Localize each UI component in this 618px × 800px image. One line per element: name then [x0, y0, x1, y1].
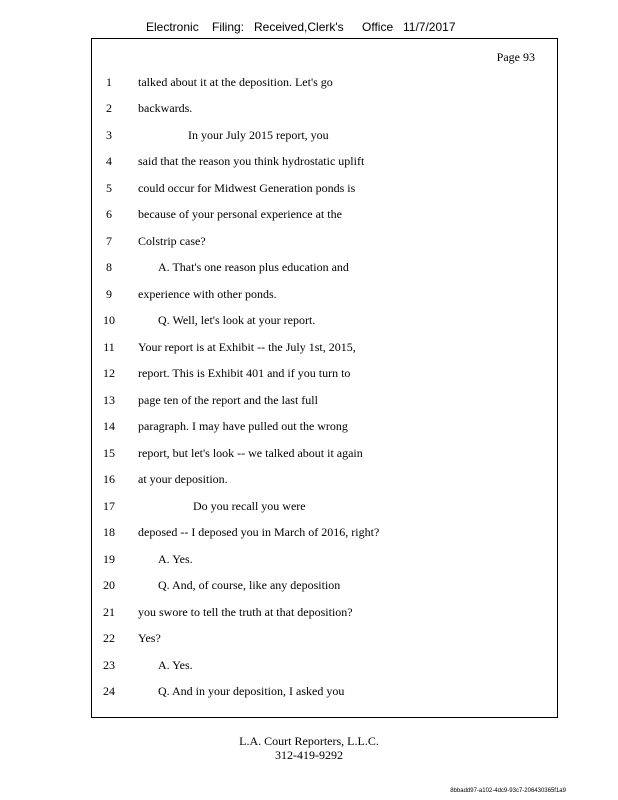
footer-company: L.A. Court Reporters, L.L.C.	[239, 734, 379, 748]
transcript-page-frame	[91, 38, 558, 718]
line-number: 20	[103, 578, 115, 592]
transcript-line	[92, 498, 557, 514]
transcript-line	[92, 127, 557, 143]
header-filing: Filing:	[212, 20, 245, 34]
line-number: 11	[103, 340, 115, 354]
line-number: 2	[106, 101, 112, 115]
header-received: Received,Clerk's	[254, 20, 344, 34]
line-text: Your report is at Exhibit -- the July 1st, 2015,	[138, 340, 356, 354]
line-text: you swore to tell the truth at that deposition?	[138, 605, 353, 619]
transcript-line	[92, 657, 557, 673]
line-number: 24	[103, 684, 115, 698]
line-text: Q. And in your deposition, I asked you	[158, 684, 345, 698]
transcript-line	[92, 153, 557, 169]
line-text: report, but let's look -- we talked about it again	[138, 446, 363, 460]
line-number: 23	[103, 658, 115, 672]
line-text: Colstrip case?	[138, 234, 206, 248]
line-text: at your deposition.	[138, 472, 228, 486]
line-number: 5	[106, 181, 112, 195]
footer-phone: 312-419-9292	[275, 748, 343, 762]
transcript-line	[92, 392, 557, 408]
line-text: said that the reason you think hydrostatic uplift	[138, 154, 365, 168]
line-text: A. Yes.	[158, 552, 193, 566]
transcript-line	[92, 312, 557, 328]
line-text: A. That's one reason plus education and	[158, 260, 349, 274]
transcript-line	[92, 206, 557, 222]
line-text: talked about it at the deposition. Let's go	[138, 75, 333, 89]
transcript-line	[92, 551, 557, 567]
line-text: In your July 2015 report, you	[188, 128, 329, 142]
line-number: 7	[106, 234, 112, 248]
transcript-line	[92, 259, 557, 275]
line-text: page ten of the report and the last full	[138, 393, 318, 407]
line-number: 9	[106, 287, 112, 301]
line-number: 18	[103, 525, 115, 539]
line-number: 1	[106, 75, 112, 89]
line-number: 6	[106, 207, 112, 221]
transcript-line	[92, 339, 557, 355]
page-number: Page 93	[496, 50, 535, 64]
document-hash: 8bbadd97-a102-4dc9-93c7-206430365f1a9	[450, 788, 566, 794]
line-number: 14	[103, 419, 115, 433]
line-number: 21	[103, 605, 115, 619]
transcript-line	[92, 683, 557, 699]
transcript-line	[92, 74, 557, 90]
line-text: Yes?	[138, 631, 161, 645]
line-text: paragraph. I may have pulled out the wrong	[138, 419, 348, 433]
transcript-line	[92, 365, 557, 381]
line-text: backwards.	[138, 101, 193, 115]
line-number: 17	[103, 499, 115, 513]
transcript-line	[92, 445, 557, 461]
transcript-line	[92, 630, 557, 646]
transcript-line	[92, 471, 557, 487]
line-number: 19	[103, 552, 115, 566]
line-number: 13	[103, 393, 115, 407]
line-number: 15	[103, 446, 115, 460]
line-number: 12	[103, 366, 115, 380]
transcript-line	[92, 233, 557, 249]
line-number: 22	[103, 631, 115, 645]
line-number: 8	[106, 260, 112, 274]
header-date: 11/7/2017	[403, 20, 456, 34]
transcript-line	[92, 604, 557, 620]
transcript-line	[92, 418, 557, 434]
line-number: 16	[103, 472, 115, 486]
line-text: Do you recall you were	[193, 499, 306, 513]
header-office: Office	[362, 20, 394, 34]
transcript-line	[92, 180, 557, 196]
transcript-line	[92, 100, 557, 116]
line-text: A. Yes.	[158, 658, 193, 672]
line-number: 4	[106, 154, 112, 168]
line-text: deposed -- I deposed you in March of 2016, right?	[138, 525, 380, 539]
line-text: experience with other ponds.	[138, 287, 277, 301]
header-electronic: Electronic	[146, 20, 199, 34]
line-text: because of your personal experience at the	[138, 207, 342, 221]
transcript-line	[92, 524, 557, 540]
line-text: could occur for Midwest Generation ponds is	[138, 181, 356, 195]
transcript-line	[92, 286, 557, 302]
line-text: Q. Well, let's look at your report.	[158, 313, 316, 327]
line-number: 10	[103, 313, 115, 327]
line-text: Q. And, of course, like any deposition	[158, 578, 341, 592]
line-text: report. This is Exhibit 401 and if you turn to	[138, 366, 351, 380]
transcript-line	[92, 577, 557, 593]
line-number: 3	[106, 128, 112, 142]
